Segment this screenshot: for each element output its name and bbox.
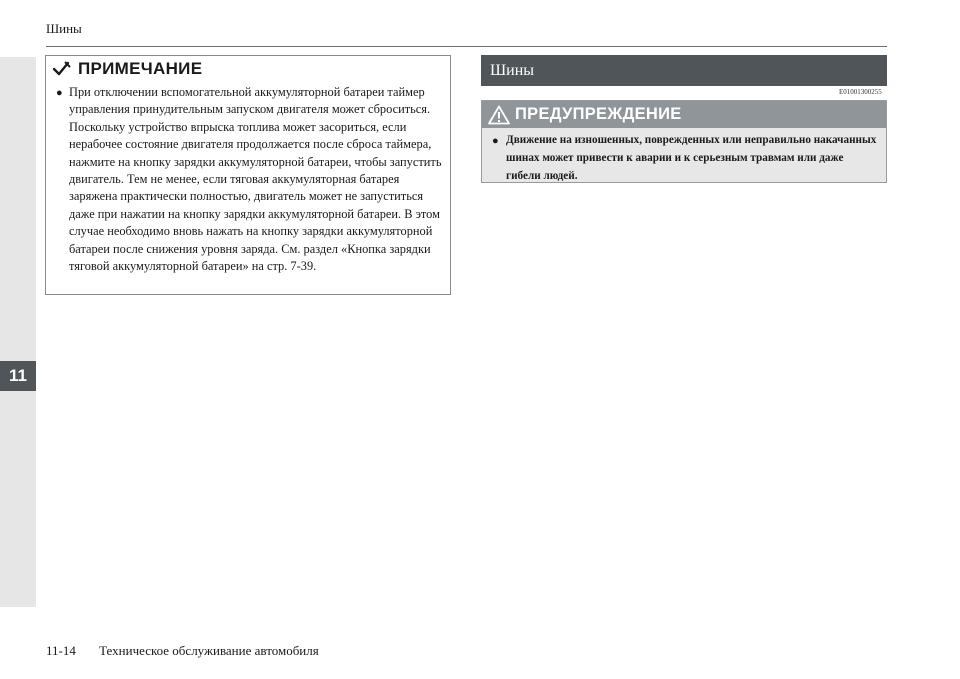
note-title: ПРИМЕЧАНИЕ: [78, 58, 203, 78]
note-paragraph-2: Поскольку устройство впрыска топлива может засориться, если нерабочее состояние двигателя продолжается после сброса таймера, нажмите на кнопку зарядки аккумуляторной батареи, чтобы запустить двигатель. Тем не менее, если тяговая аккумуляторная батарея заряжена практически полностью, двигатель может не запуститься даже при нажатии на кнопку зарядки аккумуляторной батареи. В этом случае необходимо вновь нажать на кнопку зарядки аккумуляторной батареи после снижения уровня заряда. См. раздел «Кнопка зарядки тяговой аккумуляторной батареи» на стр. 7-39.: [69, 119, 442, 274]
warning-header: [482, 101, 886, 128]
warning-title: ПРЕДУПРЕЖДЕНИЕ: [515, 105, 682, 123]
pencil-note-icon: [52, 60, 72, 78]
page-footer: [46, 643, 319, 659]
chapter-side-tab: [0, 57, 36, 607]
bullet-icon: ●: [492, 135, 499, 147]
note-header: [46, 56, 450, 81]
bullet-icon: ●: [56, 87, 63, 99]
footer-chapter-title: Техническое обслуживание автомобиля: [99, 643, 319, 658]
note-body: [46, 81, 450, 275]
warning-triangle-icon: [488, 105, 510, 125]
note-box: [45, 55, 451, 295]
warning-text: Движение на изношенных, поврежденных или неправильно накачанных шинах может привести к аварии и к серьезным травмам или даже гибели людей.: [506, 134, 877, 182]
section-reference-code: E01001300255: [839, 88, 882, 96]
warning-body: [482, 128, 886, 185]
chapter-number-badge: 11: [0, 361, 36, 391]
page-number: 11-14: [46, 643, 76, 658]
page-header-title: Шины: [46, 21, 82, 36]
warning-box: [481, 100, 887, 183]
section-title-bar: Шины: [481, 55, 887, 86]
note-paragraph-1: При отключении вспомогательной аккумуляторной батареи таймер управления принудительным запуском двигателя может сброситься.: [69, 85, 431, 117]
header-divider: [46, 46, 887, 47]
